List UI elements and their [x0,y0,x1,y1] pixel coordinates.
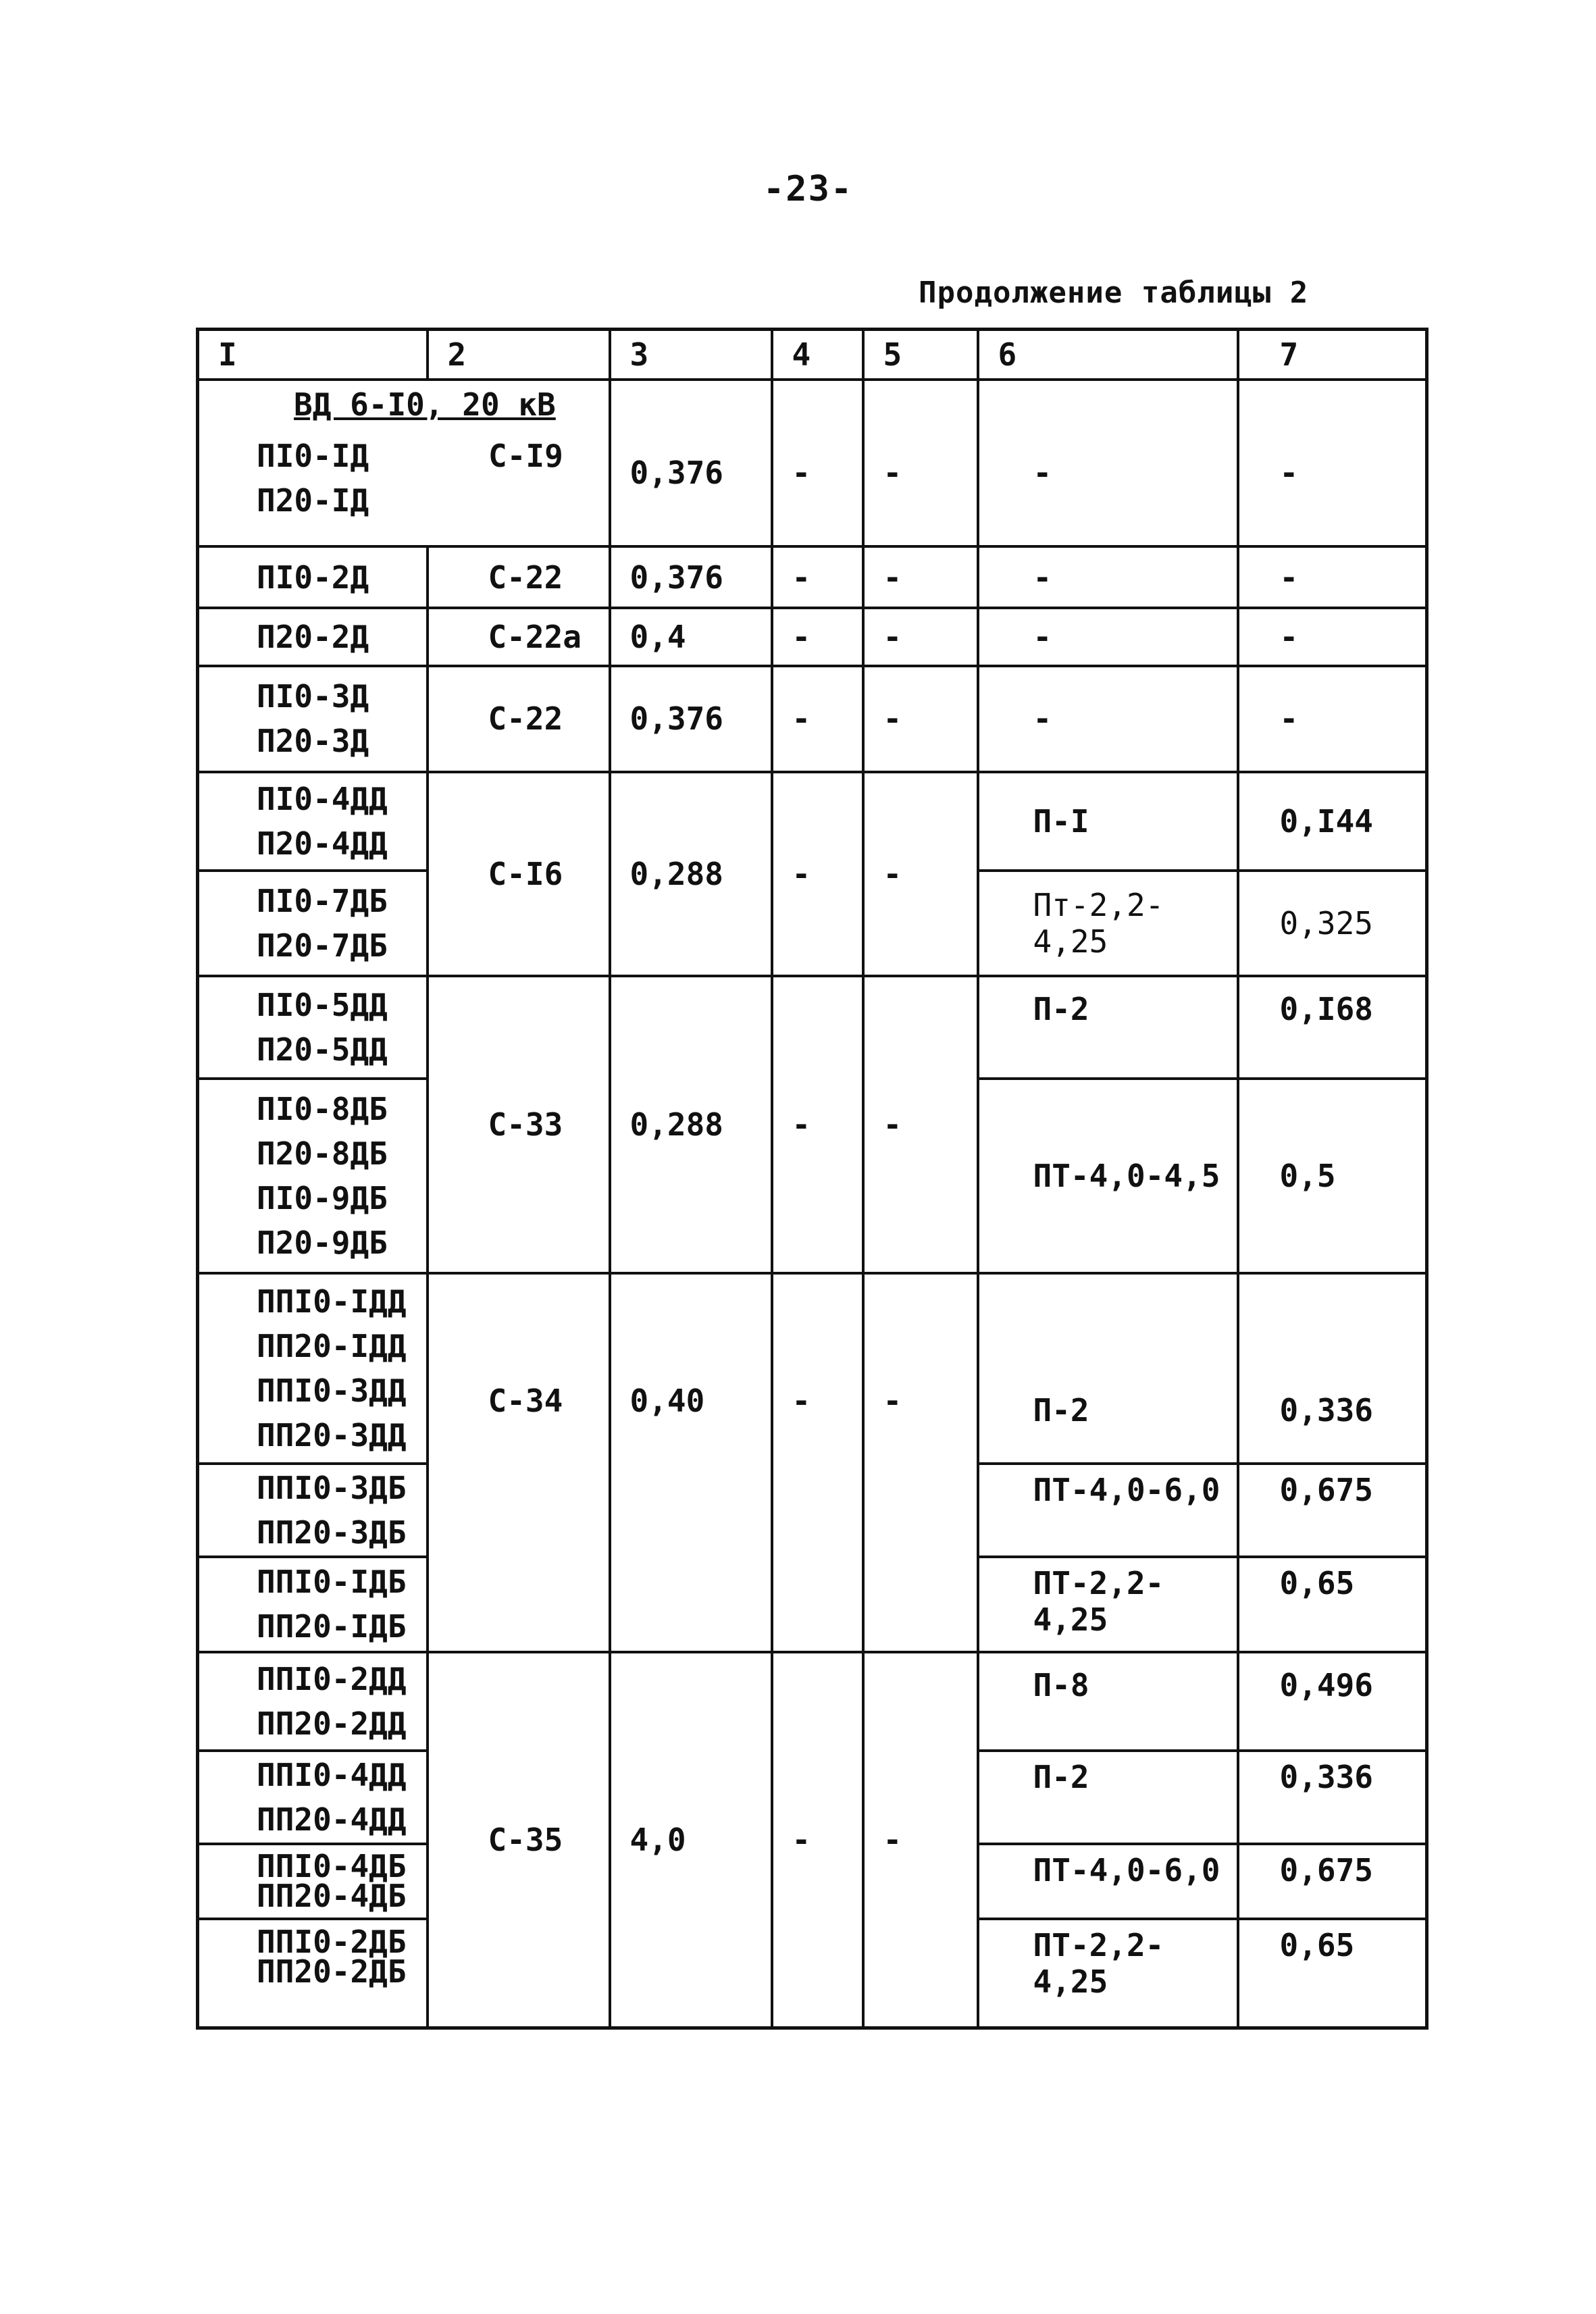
table-cell [198,1079,428,1273]
column-header: 2 [428,330,610,380]
designation: ПП20-4ДБ [257,1878,407,1915]
table-cell: - [863,666,978,772]
table-cell: - [1238,380,1427,546]
table-cell [198,1844,428,1919]
table-row [198,1652,1427,1751]
table-row [198,976,1427,1078]
table-cell: 0,5 [1238,1079,1427,1273]
table-cell: - [1238,608,1427,666]
table-cell: - [863,976,978,1272]
table-cell: 0,496 [1238,1652,1427,1751]
table-cell: 0,376 [610,546,772,608]
designation: П20-2Д [257,619,369,656]
table-cell: - [772,546,863,608]
designation: ПП20-2ДД [257,1705,407,1743]
table-cell [198,1652,428,1751]
table-cell: ПТ-4,0-6,0 [978,1844,1238,1919]
table-cell: 0,288 [610,772,772,977]
designation: ПI0-IД [257,438,369,474]
designation: П20-9ДБ [257,1224,388,1261]
table-row [198,380,1427,546]
designation: П20-3Д [257,723,369,760]
designation: ПI0-9ДБ [257,1179,388,1216]
designation: ПI0-3Д [257,678,369,715]
designation: ПI0-4ДД [257,780,388,817]
table-cell: 0,675 [1238,1844,1427,1919]
table-cell [198,772,428,871]
designation: ПП20-IДБ [257,1608,407,1645]
designation: ПП20-4ДД [257,1801,407,1839]
designation: П20-4ДД [257,825,388,862]
table-row [198,666,1427,772]
designation: ППI0-2ДБ [257,1923,407,1960]
table-cell: С-33 [428,976,610,1272]
table-cell [198,1273,428,1464]
designation: П20-IД [257,482,369,519]
table-cell: - [772,666,863,772]
designation: ППI0-4ДД [257,1757,407,1794]
table-cell [198,976,428,1078]
table-cell [198,666,428,772]
designation: ПП20-IДД [257,1328,407,1365]
designation: ППI0-IДБ [257,1564,407,1601]
designation: ПП20-3ДБ [257,1514,407,1551]
table-cell [198,380,610,546]
table-cell: 0,675 [1238,1464,1427,1556]
table-row [198,1273,1427,1464]
table-cell: ПТ-4,0-6,0 [978,1464,1238,1556]
table-cell: - [978,380,1238,546]
designation: ППI0-IДД [257,1283,407,1320]
designation: ПП20-2ДБ [257,1953,407,1990]
table-cell: 0,376 [610,380,772,546]
table-cell: - [772,976,863,1272]
table-cell: - [863,608,978,666]
table-cell [198,608,428,666]
table-row [198,772,1427,871]
column-header: 5 [863,330,978,380]
designation: П20-8ДБ [257,1135,388,1172]
table-cell: - [863,1273,978,1652]
table-cell: ПТ-2,2-4,25 [978,1557,1238,1652]
designation: ПI0-8ДБ [257,1090,388,1127]
designation: ППI0-3ДД [257,1372,407,1410]
table-cell: - [863,546,978,608]
table-cell: П-2 [978,1273,1238,1464]
column-header: 7 [1238,330,1427,380]
column-header: I [198,330,428,380]
table-cell: С-22 [428,666,610,772]
table-cell: П-2 [978,1751,1238,1843]
column-header: 3 [610,330,772,380]
table-cell: 0,4 [610,608,772,666]
table-cell: 0,336 [1238,1273,1427,1464]
table-cell [198,1751,428,1843]
table-cell: 0,I68 [1238,976,1427,1078]
table-cell: - [978,666,1238,772]
designation: ППI0-4ДБ [257,1848,407,1885]
table-cell: 0,376 [610,666,772,772]
designation: ПI0-5ДД [257,987,388,1024]
table-row [198,608,1427,666]
table-cell: - [772,772,863,977]
column-header: 6 [978,330,1238,380]
designation: П20-5ДД [257,1031,388,1069]
table-cell: П-8 [978,1652,1238,1751]
table-cell: Пт-2,2-4,25 [978,871,1238,977]
section-header: ВД 6-I0, 20 кВ [294,386,556,423]
table-cell: - [863,380,978,546]
table-cell: - [863,1652,978,2028]
table-cell: 4,0 [610,1652,772,2028]
table-cell: - [772,380,863,546]
table-cell: 0,65 [1238,1557,1427,1652]
table-cell: - [863,772,978,977]
column-header: 4 [772,330,863,380]
designation: ПI0-2Д [257,559,369,596]
page-number: -23- [763,169,854,209]
table-cell [198,1464,428,1556]
table-cell: - [1238,546,1427,608]
table-cell: С-I6 [428,772,610,977]
table-header-row [198,330,1427,380]
table-cell: П-2 [978,976,1238,1078]
table-cell: - [978,546,1238,608]
table-cell: - [772,1652,863,2028]
designation-cell [199,434,429,523]
table-cell: - [1238,666,1427,772]
table-cell: С-22а [428,608,610,666]
designation: ППI0-2ДД [257,1661,407,1698]
table-cell [198,1919,428,2028]
table-cell: - [772,608,863,666]
table-cell: 0,65 [1238,1919,1427,2028]
table-cell [198,546,428,608]
table-row [198,546,1427,608]
table-cell: С-22 [428,546,610,608]
table-cell: С-35 [428,1652,610,2028]
designation: ПП20-3ДД [257,1417,407,1454]
designation: ПI0-7ДБ [257,883,388,920]
table-cell: 0,40 [610,1273,772,1652]
table-cell: С-34 [428,1273,610,1652]
table-cell: 0,325 [1238,871,1427,977]
table-caption: Продолжение таблицы 2 [919,276,1309,310]
data-table [196,328,1428,2030]
table-cell: ПТ-4,0-4,5 [978,1079,1238,1273]
designation: П20-7ДБ [257,927,388,965]
table-cell [198,1557,428,1652]
table-cell: - [978,608,1238,666]
table-cell: 0,336 [1238,1751,1427,1843]
table-cell: - [772,1273,863,1652]
table-cell [198,871,428,977]
designation: ППI0-3ДБ [257,1470,407,1507]
table-cell: 0,288 [610,976,772,1272]
table-cell: ПТ-2,2-4,25 [978,1919,1238,2028]
table-cell: 0,I44 [1238,772,1427,871]
type-cell: С-I9 [488,438,563,474]
table-cell: П-I [978,772,1238,871]
